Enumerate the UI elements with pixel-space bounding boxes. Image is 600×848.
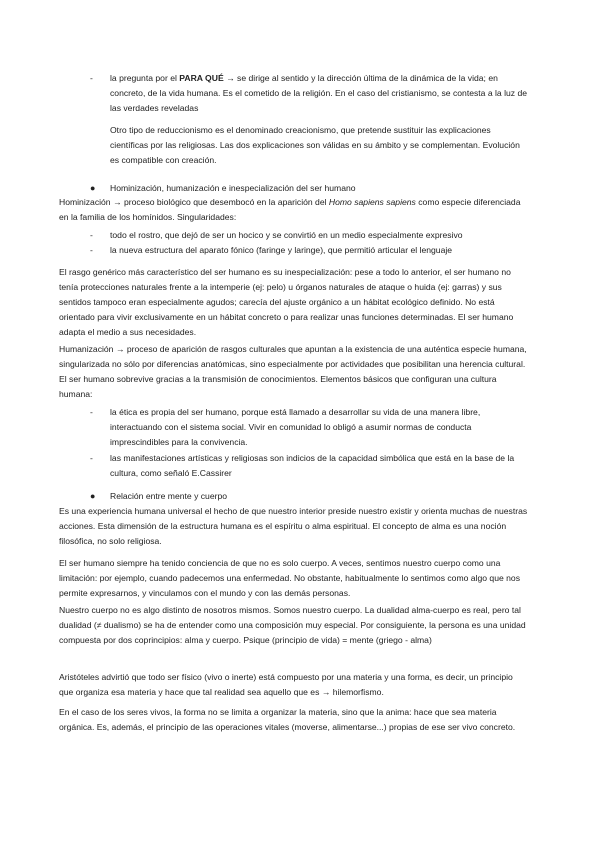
text: Hominización → proceso biológico que desembocó en la aparición del — [59, 197, 329, 207]
dash-marker: - — [90, 453, 93, 463]
bold-text: PARA QUÉ — [179, 73, 224, 83]
section-heading-mente-cuerpo: Relación entre mente y cuerpo — [110, 491, 228, 501]
dash-marker: - — [90, 245, 93, 255]
hominizacion-paragraph — [59, 195, 529, 225]
list-item-rostro: todo el rostro, que dejó de ser un hocico y se convirtió en un medio especialmente expresivo — [110, 230, 463, 240]
dualidad-paragraph: Nuestro cuerpo no es algo distinto de nosotros mismos. Somos nuestro cuerpo. La dualidad alma-cuerpo es real, pero tal dualidad (≠ dualismo) se ha de entender como una composición muy especial. Por consiguiente, la persona es una unidad compuesta por dos coprincipios: alma y cuerpo. Psique (principio de vida) = mente (griego - alma) — [59, 605, 526, 645]
text: como especie diferenciada en la familia de los homínidos. Singularidades: — [59, 197, 521, 222]
creacionismo-paragraph: Otro tipo de reduccionismo es el denominado creacionismo, que pretende sustituir las explicaciones científicas por las religiosas. Las dos explicaciones son válidas en su ámbito y se complementan. Evolución es compatible con creación. — [110, 125, 520, 165]
bullet-marker: ● — [90, 491, 96, 501]
section-heading-hominizacion: Hominización, humanización e inespecialización del ser humano — [110, 183, 356, 193]
list-item-etica: la ética es propia del ser humano, porque está llamado a desarrollar su vida de una manera libre, interactuando con el sistema social. Vivir en comunidad lo obligó a asumir normas de conducta imprescindibles para la convivencia. — [110, 407, 481, 447]
aristoteles-paragraph: Aristóteles advirtió que todo ser físico (vivo o inerte) está compuesto por una materia y una forma, es decir, un principio que organiza esa materia y hace que tal realidad sea aquello que es → hilemorfismo. — [59, 672, 513, 697]
text: → se dirige al sentido y la dirección última de la dinámica de la vida; en concreto, de la vida humana. Es el cometido de la religión. En el caso del cristianismo, se contesta a la luz de las verdades reveladas — [110, 73, 528, 113]
list-item-para-que — [110, 71, 530, 116]
list-item-manifestaciones: las manifestaciones artísticas y religiosas son indicios de la capacidad simbólica que está en la base de la cultura, como señaló E.Cassirer — [110, 453, 515, 478]
bullet-marker: ● — [90, 183, 96, 193]
conciencia-paragraph: El ser humano siempre ha tenido conciencia de que no es solo cuerpo. A veces, sentimos nuestro cuerpo como una limitación: por ejemplo, cuando padecemos una enfermedad. No obstante, habitualmente lo sentimos como algo que nos permite expresarnos, y vinculamos con el mundo y con las demás personas. — [59, 558, 520, 598]
italic-text: Homo sapiens sapiens — [328, 197, 416, 207]
dash-marker: - — [90, 230, 93, 240]
text: la pregunta por el — [110, 73, 180, 83]
experiencia-paragraph: Es una experiencia humana universal el hecho de que nuestro interior preside nuestro existir y orienta muchas de nuestras acciones. Esta dimensión de la estructura humana es el espíritu o alma espiritual. El concepto de alma es una noción filosófica, no solo religiosa. — [59, 506, 528, 546]
inespecializacion-paragraph: El rasgo genérico más característico del ser humano es su inespecialización: pese a todo lo anterior, el ser humano no tenía protecciones naturales frente a la intemperie (ej: pelo) u órganos naturales de ataque o huida (ej: garras) y sus sentidos tampoco eran especialmente agudos; carecía del ajuste orgánico a un hábitat ecológico definido. No está orientado para vivir exclusivamente en un hábitat concreto o para realizar unas funciones determinadas. El ser humano adapta el medio a sus necesidades. — [59, 267, 514, 337]
dash-marker: - — [90, 73, 93, 83]
seres-vivos-paragraph: En el caso de los seres vivos, la forma no se limita a organizar la materia, sino que la anima: hace que sea materia orgánica. Es, además, el principio de las operaciones vitales (moverse, alimentarse...) propias de ese ser vivo concreto. — [59, 707, 516, 732]
dash-marker: - — [90, 407, 93, 417]
humanizacion-paragraph: Humanización → proceso de aparición de rasgos culturales que apuntan a la existencia de una auténtica especie humana, singularizada no sólo por diferencias anatómicas, sino especialmente por actividades que posibilitan una herencia cultural. El ser humano sobrevive gracias a la transmisión de conocimientos. Elementos básicos que configuran una cultura humana: — [59, 344, 527, 399]
list-item-aparato-fonico: la nueva estructura del aparato fónico (faringe y laringe), que permitió articular el lenguaje — [110, 245, 453, 255]
